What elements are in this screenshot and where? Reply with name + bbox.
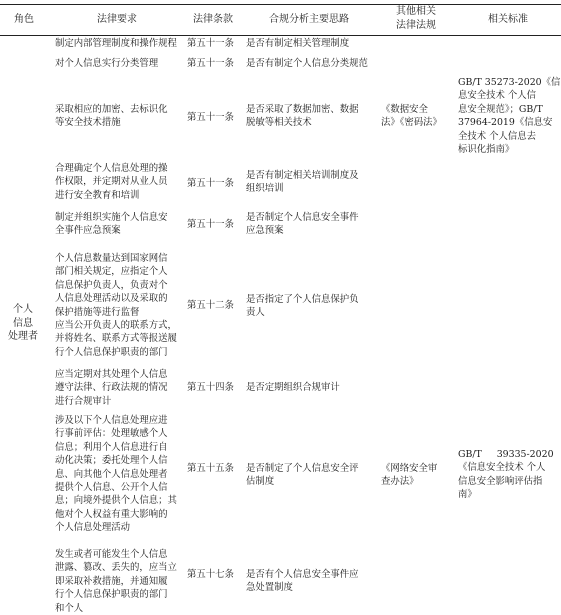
- group1-other-laws: 《数据安全 法》《密码法》: [381, 104, 442, 129]
- header-standards: 相关标准: [488, 14, 528, 25]
- group2-other-laws: 《网络安全审 查办法》: [381, 463, 438, 488]
- group2-standards: GB/T 39335-2020 《信息安全技术 个人 信息安全影响评估指 南》: [458, 449, 554, 501]
- row-article: 第五十一条: [187, 219, 234, 230]
- row-analysis: 是否有制定相关管理制度: [246, 38, 350, 49]
- header-requirement: 法律要求: [97, 14, 137, 25]
- row-article: 第五十二条: [187, 300, 234, 311]
- row-analysis: 是否定期组织合规审计: [246, 382, 340, 393]
- row-article: 第五十一条: [187, 112, 234, 123]
- row-analysis: 是否有制定相关培训制度及 组织培训: [246, 170, 359, 195]
- row-analysis: 是否制定个人信息安全事件 应急预案: [246, 212, 359, 237]
- header-other-laws: 其他相关 法律法规: [396, 6, 436, 31]
- group1-standards: GB/T 35273-2020《信 息安全技术 个人信 息安全规范》；GB/T 37964-2019《信息安 全技术 个人信息去 标识化指南》: [458, 77, 561, 156]
- role-label: 个人 信息 处理者: [8, 304, 38, 342]
- header-article: 法律条款: [193, 14, 233, 25]
- row-analysis: 是否指定了个人信息保护负 责人: [246, 294, 359, 319]
- row-article: 第五十四条: [187, 382, 234, 393]
- row-requirement: 合理确定个人信息处理的操 作权限，并定期对从业人员 进行安全教育和培训: [55, 163, 168, 201]
- row-requirement: 制定并组织实施个人信息安 全事件应急预案: [55, 212, 168, 237]
- row-requirement: 对个人信息实行分类管理: [55, 58, 159, 69]
- row-requirement: 采取相应的加密、去标识化 等安全技术措施: [55, 104, 168, 129]
- row-requirement: 个人信息数量达到国家网信 部门相关规定，应指定个人 信息保护负责人，负责对个 人信息处理活动以及采取的 保护措施等进行监督 应当公开负责人的联系方式， 并将姓名、联系方式等报送履 行个人信息保护职责的部门: [55, 253, 177, 358]
- row-requirement: 应当定期对其处理个人信息 遵守法律、行政法规的情况 进行合规审计: [55, 369, 168, 407]
- row-article: 第五十一条: [187, 58, 234, 69]
- table-header-rule: [0, 35, 561, 36]
- row-requirement: 涉及以下个人信息处理应进 行事前评估：处理敏感个人 信息；利用个人信息进行自 动化决策；委托处理个人信 息、向其他个人信息处理者 提供个人信息、公开个人信 息；向境外提供个人信息；其 他对个人权益有重大影响的 个人信息处理活动: [55, 415, 177, 534]
- table-top-rule: [0, 4, 561, 5]
- row-analysis: 是否有制定个人信息分类规范: [246, 58, 368, 69]
- row-analysis: 是否有个人信息安全事件应 急处置制度: [246, 569, 359, 594]
- row-analysis: 是否制定了个人信息安全评 估制度: [246, 463, 359, 488]
- row-article: 第五十一条: [187, 38, 234, 49]
- row-article: 第五十七条: [187, 569, 234, 580]
- row-requirement: 制定内部管理制度和操作规程: [55, 38, 177, 49]
- header-analysis: 合规分析主要思路: [269, 14, 349, 25]
- row-analysis: 是否采取了数据加密、数据 脱敏等相关技术: [246, 104, 359, 129]
- row-article: 第五十一条: [187, 178, 234, 189]
- row-article: 第五十五条: [187, 463, 234, 474]
- row-requirement: 发生或者可能发生个人信息 泄露、篡改、丢失的，应当立 即采取补救措施，并通知履 行个人信息保护职责的部门 和个人: [55, 549, 177, 614]
- header-role: 角色: [14, 14, 34, 25]
